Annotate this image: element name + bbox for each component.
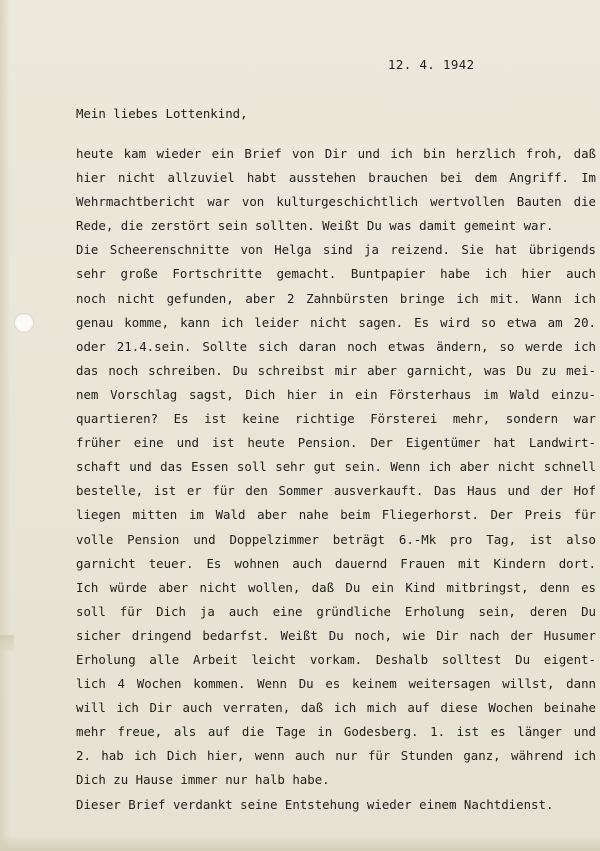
letter-body	[76, 142, 596, 817]
letter-salutation: Mein liebes Lottenkind,	[76, 106, 248, 121]
paper-edge-shading	[0, 0, 10, 851]
letter-line: 2. hab ich Dich hier, wenn auch nur für Stunden ganz, während ich	[76, 748, 596, 764]
letter-line: soll für Dich ja auch eine gründliche Erholung sein, deren Du	[76, 603, 596, 619]
letter-line: lich 4 Wochen kommen. Wenn Du es keinem weitersagen willst, dann	[76, 676, 596, 692]
letter-line: schaft und das Essen soll sehr gut sein. Wenn ich aber nicht schnell	[76, 459, 596, 475]
letter-line: Erholung alle Arbeit leicht vorkam. Deshalb solltest Du eigent-	[76, 651, 596, 667]
letter-date: 12. 4. 1942	[388, 57, 475, 72]
letter-line: hier nicht allzuviel habt ausstehen brauchen bei dem Angriff. Im	[76, 170, 596, 186]
letter-line: bestelle, ist er für den Sommer ausverkauft. Das Haus und der Hof	[76, 483, 596, 499]
letter-line: früher eine und ist heute Pension. Der Eigentümer hat Landwirt-	[76, 435, 596, 451]
letter-line: noch nicht gefunden, aber 2 Zahnbürsten bringe ich mit. Wann ich	[76, 290, 596, 306]
punch-hole	[14, 313, 34, 333]
letter-line: Dieser Brief verdankt seine Entstehung wieder einem Nachtdienst.	[76, 796, 554, 812]
letter-line: Die Scheerenschnitte von Helga sind ja reizend. Sie hat übrigends	[76, 242, 596, 258]
letter-line: nem Vorschlag sagst, Dich hier in ein Försterhaus im Wald einzu-	[76, 386, 596, 402]
letter-line: genau komme, kann ich leider nicht sagen. Es wird so etwa am 20.	[76, 314, 596, 330]
letter-line: garnicht teuer. Es wohnen auch dauernd Frauen mit Kindern dort.	[76, 555, 596, 571]
letter-line: heute kam wieder ein Brief von Dir und ich bin herzlich froh, daß	[76, 146, 596, 161]
letter-line: Dich zu Hause immer nur halb habe.	[76, 772, 330, 788]
letter-line: Rede, die zerstört sein sollten. Weißt Du was damit gemeint war.	[76, 218, 554, 234]
letter-line: volle Pension und Doppelzimmer beträgt 6.-Mk pro Tag, ist also	[76, 531, 596, 547]
letter-line: oder 21.4.sein. Sollte sich daran noch etwas ändern, so werde ich	[76, 338, 596, 354]
letter-line: will ich Dir auch verraten, daß ich mich auf diese Wochen beinahe	[76, 700, 596, 716]
letter-line: Ich würde aber nicht wollen, daß Du ein Kind mitbringst, denn es	[76, 579, 596, 595]
letter-line: mehr freue, als auf die Tage in Godesberg. 1. ist es länger und	[76, 724, 596, 740]
letter-line: quartieren? Es ist keine richtige Försterei mehr, sondern war	[76, 411, 596, 427]
letter-line: sicher dringend bedarfst. Weißt Du noch, wie Dir nach der Husumer	[76, 627, 596, 643]
paper-bottom-shading	[0, 835, 600, 851]
torn-corner	[0, 635, 14, 651]
letter-line: Wehrmachtbericht war von kulturgeschichtlich wertvollen Bauten die	[76, 194, 596, 210]
letter-line: sehr große Fortschritte gemacht. Buntpapier habe ich hier auch	[76, 266, 596, 282]
letter-line: das noch schreiben. Du schreibst mir aber garnicht, was Du zu mei-	[76, 362, 596, 378]
letter-line: liegen mitten im Wald aber nahe beim Fliegerhorst. Der Preis für	[76, 507, 596, 523]
